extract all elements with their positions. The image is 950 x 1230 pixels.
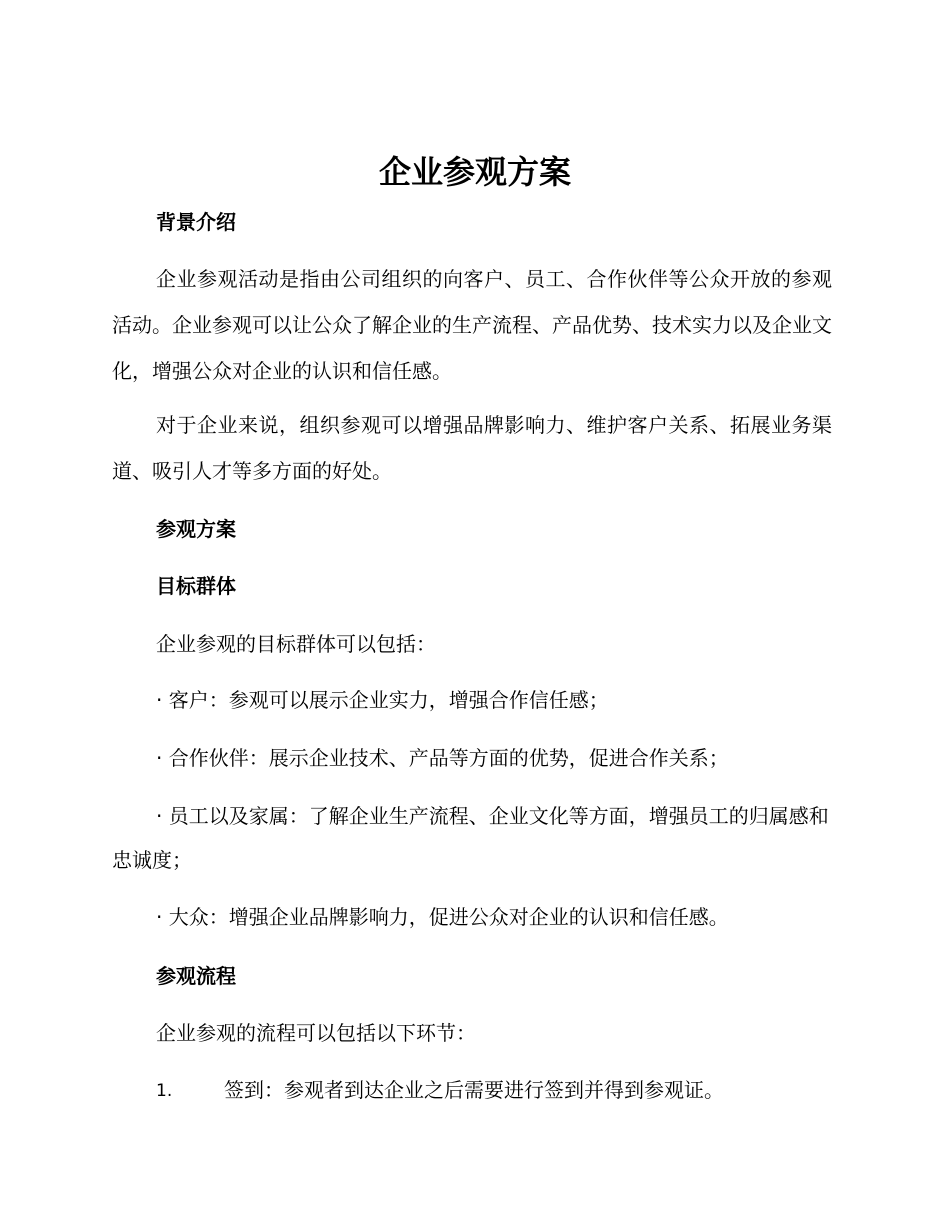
paragraph-background-2: 对于企业来说，组织参观可以增强品牌影响力、维护客户关系、拓展业务渠道、吸引人才等多方面的好处。 <box>112 413 832 483</box>
list-item: · 大众：增强企业品牌影响力，促进公众对企业的认识和信任感。 <box>156 905 729 929</box>
target-group-intro: 企业参观的目标群体可以包括： <box>156 632 436 656</box>
heading-background: 背景介绍 <box>156 210 236 234</box>
process-intro: 企业参观的流程可以包括以下环节： <box>156 1021 476 1045</box>
heading-process: 参观流程 <box>156 964 236 988</box>
step-number: 1. <box>156 1081 173 1101</box>
list-item: · 合作伙伴：展示企业技术、产品等方面的优势，促进合作关系； <box>156 746 729 770</box>
heading-target-group: 目标群体 <box>156 574 236 598</box>
paragraph-background-1: 企业参观活动是指由公司组织的向客户、员工、合作伙伴等公众开放的参观活动。企业参观可以让公众了解企业的生产流程、产品优势、技术实力以及企业文化，增强公众对企业的认识和信任感。 <box>112 267 832 383</box>
step-text: 签到：参观者到达企业之后需要进行签到并得到参观证。 <box>224 1078 724 1102</box>
heading-plan: 参观方案 <box>156 517 236 541</box>
document-title: 企业参观方案 <box>378 153 571 191</box>
list-item: · 员工以及家属：了解企业生产流程、企业文化等方面，增强员工的归属感和忠诚度； <box>112 804 829 872</box>
list-item: · 客户：参观可以展示企业实力，增强合作信任感； <box>156 688 609 712</box>
